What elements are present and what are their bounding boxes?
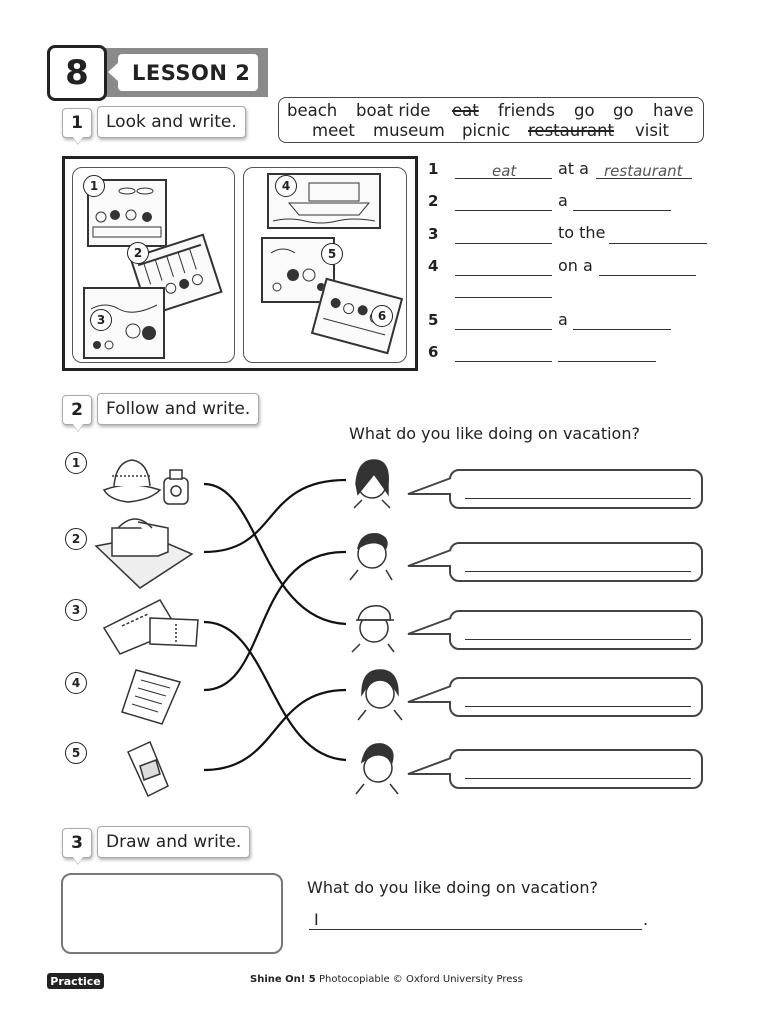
photo-number: 4 — [275, 175, 297, 197]
section-3-number: 3 — [62, 828, 92, 858]
answer-line[interactable] — [465, 778, 691, 779]
tickets-icon — [104, 600, 198, 654]
word-bank-item: go — [574, 101, 595, 120]
lesson-title: LESSON 2 — [118, 54, 258, 91]
item-number: 4 — [428, 257, 439, 275]
answer-line[interactable] — [465, 706, 691, 707]
word-bank-item: boat ride — [356, 101, 431, 120]
item-number: 3 — [428, 225, 439, 243]
bubble-tails — [404, 0, 454, 1024]
drawing-box[interactable] — [61, 873, 283, 954]
girl-avatar-1 — [354, 460, 390, 508]
hat-and-sunscreen-icon — [104, 460, 188, 504]
item-number: 1 — [65, 452, 87, 474]
museum-leaflet-icon — [128, 742, 168, 796]
item-number: 2 — [428, 192, 439, 210]
answer-line[interactable] — [465, 639, 691, 640]
section-3-instruction: Draw and write. — [97, 826, 250, 858]
section-3-question: What do you like doing on vacation? — [307, 878, 598, 897]
boy-cap-avatar — [352, 606, 394, 652]
photo-number: 3 — [90, 309, 112, 331]
word-bank-item-crossed: restaurant — [528, 121, 615, 140]
item-connector: to the — [558, 223, 606, 242]
speech-bubble — [449, 542, 703, 582]
unit-number: 8 — [47, 45, 107, 101]
word-bank-item: beach — [287, 101, 338, 120]
sentence-end: . — [643, 910, 649, 929]
photo-number: 1 — [83, 175, 105, 197]
item-number: 1 — [428, 160, 439, 178]
handwritten-answer: restaurant — [604, 162, 683, 180]
section-2-question: What do you like doing on vacation? — [349, 424, 640, 443]
item-number: 6 — [428, 343, 439, 361]
word-bank-item: museum — [373, 121, 445, 140]
speech-bubble — [449, 749, 703, 789]
section-2-number: 2 — [62, 395, 92, 425]
word-bank-item: picnic — [462, 121, 511, 140]
item-number: 5 — [428, 311, 439, 329]
photo-number: 2 — [127, 242, 149, 264]
footer-credit — [250, 974, 523, 985]
word-bank-item: go — [613, 101, 634, 120]
photo-number: 6 — [371, 305, 393, 327]
section-2-instruction: Follow and write. — [97, 393, 259, 425]
word-bank-item: friends — [498, 101, 555, 120]
item-connector: on a — [558, 256, 593, 275]
boy-avatar-2 — [356, 744, 398, 794]
word-bank-item: visit — [635, 121, 669, 140]
word-bank-item: meet — [312, 121, 355, 140]
boy-avatar-1 — [350, 534, 392, 580]
answer-line[interactable] — [465, 498, 691, 499]
book-title: Shine On! 5 — [250, 974, 316, 985]
menu-icon — [122, 670, 180, 724]
item-number: 2 — [65, 528, 87, 550]
picnic-basket-icon — [96, 519, 192, 588]
item-connector: at a — [558, 159, 589, 178]
speech-bubble — [449, 469, 703, 509]
handwritten-answer: eat — [492, 162, 517, 180]
girl-avatar-2 — [358, 670, 402, 720]
photo-number: 5 — [321, 243, 343, 265]
item-connector: a — [558, 310, 568, 329]
item-number: 4 — [65, 672, 87, 694]
item-number: 3 — [65, 599, 87, 621]
speech-bubble — [449, 677, 703, 717]
word-bank-item: have — [653, 101, 694, 120]
speech-bubble — [449, 610, 703, 650]
section-1-number: 1 — [62, 108, 92, 138]
section-1-instruction: Look and write. — [97, 106, 246, 138]
practice-badge: Practice — [47, 973, 104, 989]
answer-line[interactable] — [465, 571, 691, 572]
word-bank-item-crossed: eat — [452, 101, 479, 120]
item-number: 5 — [65, 742, 87, 764]
sentence-start: I — [314, 910, 319, 929]
copyright-text: Photocopiable © Oxford University Press — [318, 974, 523, 985]
maze-lines — [204, 480, 346, 770]
item-connector: a — [558, 191, 568, 210]
answer-line[interactable] — [309, 929, 642, 930]
